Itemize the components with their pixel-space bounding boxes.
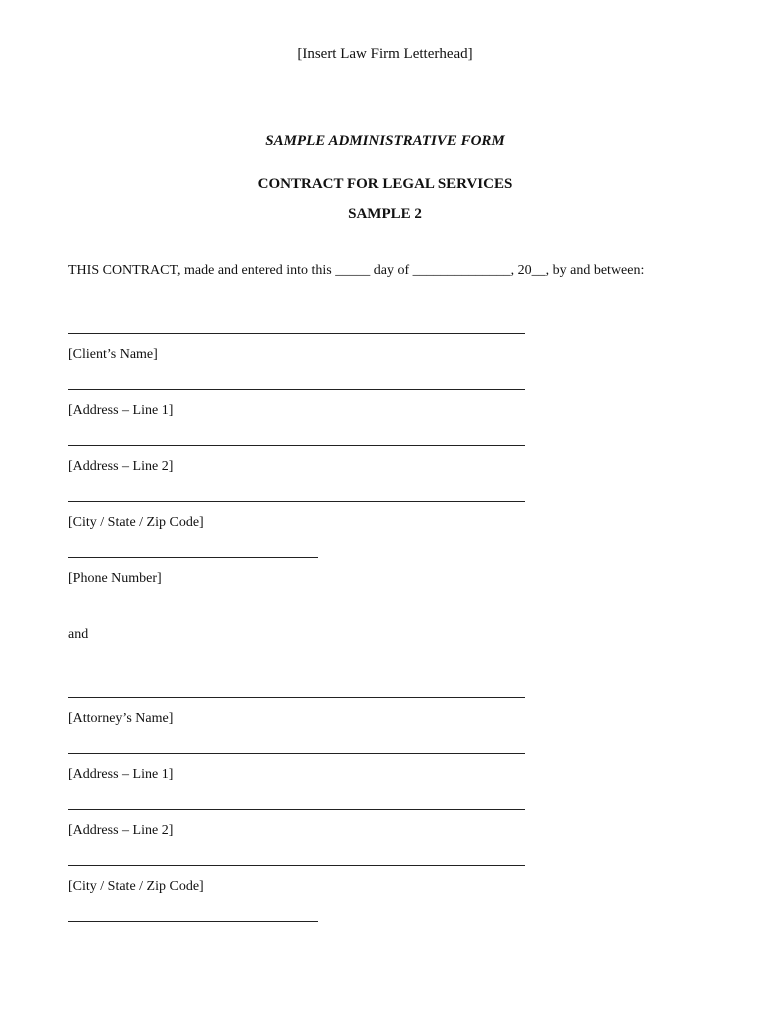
sample-label: SAMPLE 2 — [348, 206, 422, 222]
attorney-name-line[interactable] — [68, 697, 525, 698]
client-city-state-zip-label: [City / State / Zip Code] — [68, 515, 204, 530]
client-phone-line[interactable] — [68, 557, 318, 558]
attorney-address-line1-line[interactable] — [68, 753, 525, 754]
attorney-address-line2-label: [Address – Line 2] — [68, 823, 174, 838]
letterhead-placeholder: [Insert Law Firm Letterhead] — [297, 46, 473, 62]
attorney-name-label: [Attorney’s Name] — [68, 711, 174, 726]
client-address-line1-line[interactable] — [68, 389, 525, 390]
conjunction-text: and — [68, 627, 89, 642]
client-address-line2-line[interactable] — [68, 445, 525, 446]
client-city-state-zip-line[interactable] — [68, 501, 525, 502]
contract-title: CONTRACT FOR LEGAL SERVICES — [257, 176, 513, 192]
client-phone-label: [Phone Number] — [68, 571, 162, 586]
attorney-address-line1-label: [Address – Line 1] — [68, 767, 174, 782]
contract-intro-text: THIS CONTRACT, made and entered into this _____ day of ______________, 20__, by and between: — [68, 263, 645, 278]
attorney-city-state-zip-line[interactable] — [68, 865, 525, 866]
attorney-address-line2-line[interactable] — [68, 809, 525, 810]
attorney-city-state-zip-label: [City / State / Zip Code] — [68, 879, 204, 894]
attorney-phone-line[interactable] — [68, 921, 318, 922]
client-name-label: [Client’s Name] — [68, 347, 158, 362]
client-address-line2-label: [Address – Line 2] — [68, 459, 174, 474]
client-address-line1-label: [Address – Line 1] — [68, 403, 174, 418]
client-name-line[interactable] — [68, 333, 525, 334]
form-type-title: SAMPLE ADMINISTRATIVE FORM — [265, 133, 505, 149]
